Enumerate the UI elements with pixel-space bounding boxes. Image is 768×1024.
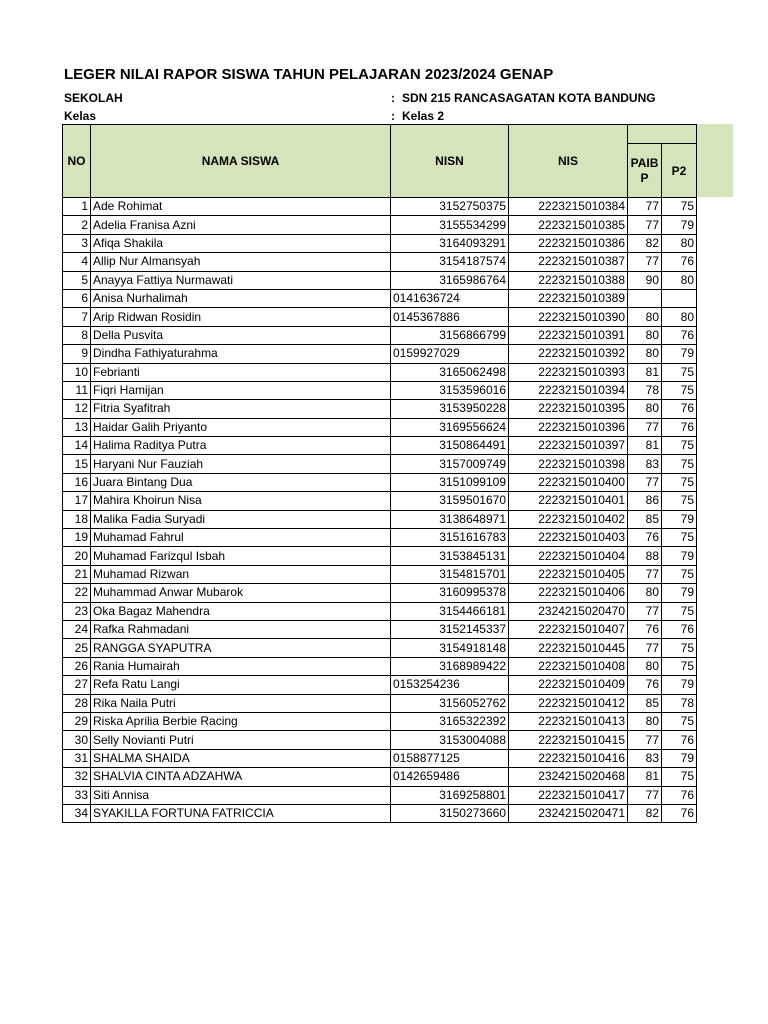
row-nis: 2223215010394	[509, 381, 628, 399]
row-nisn: 3160995378	[391, 584, 509, 602]
row-paibp: 85	[628, 694, 662, 712]
row-nisn: 3165986764	[391, 271, 509, 289]
row-no: 22	[63, 584, 91, 602]
row-p2: 75	[662, 529, 697, 547]
table-row	[63, 455, 697, 473]
table-row	[63, 234, 697, 252]
row-name: Malika Fadia Suryadi	[91, 510, 391, 528]
row-nisn: 0158877125	[391, 749, 509, 767]
row-nis: 2223215010388	[509, 271, 628, 289]
row-p2: 75	[662, 198, 697, 216]
row-no: 34	[63, 804, 91, 822]
row-no: 30	[63, 731, 91, 749]
row-paibp: 90	[628, 271, 662, 289]
row-no: 13	[63, 418, 91, 436]
row-p2: 76	[662, 804, 697, 822]
class-colon: :	[391, 109, 395, 123]
row-p2: 75	[662, 437, 697, 455]
row-nis: 2223215010393	[509, 363, 628, 381]
row-nisn: 3151099109	[391, 473, 509, 491]
row-p2: 75	[662, 639, 697, 657]
table-row	[63, 804, 697, 822]
row-p2: 76	[662, 400, 697, 418]
row-name: Refa Ratu Langi	[91, 676, 391, 694]
row-nis: 2223215010413	[509, 712, 628, 730]
row-paibp: 77	[628, 602, 662, 620]
row-no: 23	[63, 602, 91, 620]
row-nisn: 3154815701	[391, 565, 509, 583]
row-name: SYAKILLA FORTUNA FATRICCIA	[91, 804, 391, 822]
school-colon: :	[391, 91, 395, 105]
row-nis: 2223215010385	[509, 216, 628, 234]
page-title: LEGER NILAI RAPOR SISWA TAHUN PELAJARAN 2023/2024 GENAP	[64, 66, 554, 83]
row-no: 5	[63, 271, 91, 289]
row-no: 28	[63, 694, 91, 712]
table-row	[63, 363, 697, 381]
row-p2: 79	[662, 584, 697, 602]
row-p2: 76	[662, 786, 697, 804]
row-nis: 2223215010404	[509, 547, 628, 565]
school-value: SDN 215 RANCASAGATAN KOTA BANDUNG	[402, 91, 656, 105]
table-row	[63, 786, 697, 804]
table-row	[63, 639, 697, 657]
row-nisn: 3150864491	[391, 437, 509, 455]
row-no: 3	[63, 234, 91, 252]
row-p2: 80	[662, 234, 697, 252]
col-header-subjects	[628, 125, 697, 144]
row-name: Fiqri Hamijan	[91, 381, 391, 399]
row-no: 20	[63, 547, 91, 565]
row-nis: 2223215010402	[509, 510, 628, 528]
row-paibp: 76	[628, 676, 662, 694]
row-no: 4	[63, 253, 91, 271]
table-row	[63, 510, 697, 528]
row-name: Riska Aprilia Berbie Racing	[91, 712, 391, 730]
row-p2: 76	[662, 731, 697, 749]
row-nisn: 3154187574	[391, 253, 509, 271]
table-row	[63, 326, 697, 344]
row-p2: 76	[662, 326, 697, 344]
row-nisn: 3152145337	[391, 620, 509, 638]
row-p2: 79	[662, 676, 697, 694]
row-nisn: 3156866799	[391, 326, 509, 344]
row-name: RANGGA SYAPUTRA	[91, 639, 391, 657]
row-paibp: 80	[628, 345, 662, 363]
row-p2: 79	[662, 510, 697, 528]
row-p2: 79	[662, 547, 697, 565]
row-nisn: 3165062498	[391, 363, 509, 381]
table-row	[63, 418, 697, 436]
table-row	[63, 492, 697, 510]
row-paibp: 81	[628, 768, 662, 786]
row-nisn: 3169556624	[391, 418, 509, 436]
row-p2	[662, 289, 697, 307]
table-row	[63, 308, 697, 326]
row-no: 19	[63, 529, 91, 547]
row-nis: 2223215010403	[509, 529, 628, 547]
row-p2: 75	[662, 565, 697, 583]
table-row	[63, 473, 697, 491]
row-paibp: 77	[628, 786, 662, 804]
row-nis: 2223215010400	[509, 473, 628, 491]
row-nis: 2223215010395	[509, 400, 628, 418]
row-nisn: 3169258801	[391, 786, 509, 804]
table-row	[63, 400, 697, 418]
row-paibp: 77	[628, 565, 662, 583]
row-name: Siti Annisa	[91, 786, 391, 804]
col-header-name: NAMA SISWA	[91, 125, 391, 198]
row-name: Muhamad Farizqul Isbah	[91, 547, 391, 565]
row-paibp: 76	[628, 620, 662, 638]
row-p2: 79	[662, 216, 697, 234]
row-nis: 2324215020468	[509, 768, 628, 786]
row-paibp: 77	[628, 253, 662, 271]
row-no: 14	[63, 437, 91, 455]
row-p2: 79	[662, 749, 697, 767]
row-paibp: 80	[628, 400, 662, 418]
row-name: SHALVIA CINTA ADZAHWA	[91, 768, 391, 786]
table-row	[63, 271, 697, 289]
row-nisn: 3165322392	[391, 712, 509, 730]
row-p2: 75	[662, 363, 697, 381]
row-no: 17	[63, 492, 91, 510]
row-paibp: 81	[628, 363, 662, 381]
row-no: 10	[63, 363, 91, 381]
class-label: Kelas	[64, 109, 97, 123]
row-nis: 2223215010445	[509, 639, 628, 657]
row-name: Anayya Fattiya Nurmawati	[91, 271, 391, 289]
row-no: 16	[63, 473, 91, 491]
row-name: Anisa Nurhalimah	[91, 289, 391, 307]
row-no: 11	[63, 381, 91, 399]
row-paibp: 88	[628, 547, 662, 565]
row-name: Selly Novianti Putri	[91, 731, 391, 749]
row-nis: 2223215010396	[509, 418, 628, 436]
row-paibp: 77	[628, 639, 662, 657]
row-p2: 80	[662, 271, 697, 289]
row-name: Muhammad Anwar Mubarok	[91, 584, 391, 602]
row-name: Adelia Franisa Azni	[91, 216, 391, 234]
row-p2: 75	[662, 602, 697, 620]
row-nis: 2223215010412	[509, 694, 628, 712]
row-p2: 75	[662, 492, 697, 510]
row-name: Febrianti	[91, 363, 391, 381]
row-no: 33	[63, 786, 91, 804]
row-nisn: 0142659486	[391, 768, 509, 786]
row-no: 21	[63, 565, 91, 583]
row-nis: 2223215010391	[509, 326, 628, 344]
col-header-paibp: PAIB P	[628, 144, 662, 198]
row-no: 24	[63, 620, 91, 638]
table-row	[63, 565, 697, 583]
row-paibp: 77	[628, 473, 662, 491]
table-row	[63, 602, 697, 620]
row-p2: 76	[662, 253, 697, 271]
row-name: Rania Humairah	[91, 657, 391, 675]
row-paibp: 76	[628, 529, 662, 547]
table-row	[63, 712, 697, 730]
row-paibp: 77	[628, 418, 662, 436]
row-nis: 2223215010409	[509, 676, 628, 694]
row-no: 27	[63, 676, 91, 694]
row-no: 31	[63, 749, 91, 767]
row-nis: 2223215010406	[509, 584, 628, 602]
table-row	[63, 749, 697, 767]
row-nisn: 3153845131	[391, 547, 509, 565]
row-p2: 75	[662, 657, 697, 675]
table-row	[63, 676, 697, 694]
row-paibp: 83	[628, 455, 662, 473]
row-p2: 75	[662, 381, 697, 399]
row-p2: 75	[662, 768, 697, 786]
row-nis: 2223215010408	[509, 657, 628, 675]
row-nisn: 3150273660	[391, 804, 509, 822]
row-p2: 75	[662, 712, 697, 730]
row-no: 7	[63, 308, 91, 326]
row-name: Ade Rohimat	[91, 198, 391, 216]
row-paibp: 83	[628, 749, 662, 767]
row-name: Afiqa Shakila	[91, 234, 391, 252]
row-p2: 76	[662, 620, 697, 638]
row-paibp	[628, 289, 662, 307]
row-no: 25	[63, 639, 91, 657]
row-name: Della Pusvita	[91, 326, 391, 344]
row-paibp: 78	[628, 381, 662, 399]
col-header-no: NO	[63, 125, 91, 198]
row-paibp: 80	[628, 657, 662, 675]
row-nis: 2223215010401	[509, 492, 628, 510]
table-row	[63, 381, 697, 399]
table-row	[63, 768, 697, 786]
row-nis: 2223215010390	[509, 308, 628, 326]
table-row	[63, 584, 697, 602]
table-row	[63, 529, 697, 547]
table-row	[63, 198, 697, 216]
row-nis: 2223215010392	[509, 345, 628, 363]
row-name: Dindha Fathiyaturahma	[91, 345, 391, 363]
row-nisn: 3168989422	[391, 657, 509, 675]
row-nisn: 3152750375	[391, 198, 509, 216]
table-row	[63, 345, 697, 363]
table-row	[63, 657, 697, 675]
col-header-nisn: NISN	[391, 125, 509, 198]
row-name: Juara Bintang Dua	[91, 473, 391, 491]
row-nis: 2223215010405	[509, 565, 628, 583]
row-nisn: 3138648971	[391, 510, 509, 528]
row-nisn: 3164093291	[391, 234, 509, 252]
row-name: SHALMA SHAIDA	[91, 749, 391, 767]
row-paibp: 77	[628, 731, 662, 749]
row-paibp: 77	[628, 198, 662, 216]
row-nis: 2223215010417	[509, 786, 628, 804]
row-nisn: 3153004088	[391, 731, 509, 749]
row-nis: 2223215010398	[509, 455, 628, 473]
row-nisn: 3157009749	[391, 455, 509, 473]
row-nis: 2223215010386	[509, 234, 628, 252]
row-name: Haidar Galih Priyanto	[91, 418, 391, 436]
row-paibp: 81	[628, 437, 662, 455]
row-nis: 2223215010415	[509, 731, 628, 749]
row-nis: 2223215010384	[509, 198, 628, 216]
row-nis: 2223215010416	[509, 749, 628, 767]
col-header-p2: P2	[662, 144, 697, 198]
row-p2: 76	[662, 418, 697, 436]
row-nis: 2324215020470	[509, 602, 628, 620]
row-paibp: 80	[628, 326, 662, 344]
row-no: 9	[63, 345, 91, 363]
col-header-nis: NIS	[509, 125, 628, 198]
row-nisn: 3151616783	[391, 529, 509, 547]
row-p2: 80	[662, 308, 697, 326]
row-nisn: 3154466181	[391, 602, 509, 620]
table-row	[63, 694, 697, 712]
school-label: SEKOLAH	[64, 91, 123, 105]
row-no: 8	[63, 326, 91, 344]
row-name: Haryani Nur Fauziah	[91, 455, 391, 473]
row-paibp: 80	[628, 712, 662, 730]
row-name: Fitria Syafitrah	[91, 400, 391, 418]
row-no: 18	[63, 510, 91, 528]
row-paibp: 80	[628, 308, 662, 326]
row-name: Rika Naila Putri	[91, 694, 391, 712]
row-no: 2	[63, 216, 91, 234]
row-name: Muhamad Rizwan	[91, 565, 391, 583]
row-name: Halima Raditya Putra	[91, 437, 391, 455]
row-nis: 2223215010397	[509, 437, 628, 455]
row-nisn: 3156052762	[391, 694, 509, 712]
row-paibp: 82	[628, 804, 662, 822]
row-no: 29	[63, 712, 91, 730]
row-nisn: 0153254236	[391, 676, 509, 694]
row-nisn: 3159501670	[391, 492, 509, 510]
row-nis: 2223215010407	[509, 620, 628, 638]
table-body	[63, 198, 697, 823]
row-p2: 79	[662, 345, 697, 363]
row-name: Muhamad Fahrul	[91, 529, 391, 547]
row-name: Rafka Rahmadani	[91, 620, 391, 638]
table-row	[63, 620, 697, 638]
row-no: 26	[63, 657, 91, 675]
row-nisn: 3155534299	[391, 216, 509, 234]
class-value: Kelas 2	[402, 109, 445, 123]
table-row	[63, 731, 697, 749]
table-row	[63, 437, 697, 455]
row-nisn: 3153950228	[391, 400, 509, 418]
row-paibp: 85	[628, 510, 662, 528]
grades-table	[62, 124, 697, 823]
table-row	[63, 289, 697, 307]
row-p2: 75	[662, 473, 697, 491]
row-paibp: 82	[628, 234, 662, 252]
row-name: Allip Nur Almansyah	[91, 253, 391, 271]
row-name: Oka Bagaz Mahendra	[91, 602, 391, 620]
row-no: 32	[63, 768, 91, 786]
table-row	[63, 253, 697, 271]
row-nisn: 3154918148	[391, 639, 509, 657]
row-p2: 75	[662, 455, 697, 473]
row-nis: 2223215010387	[509, 253, 628, 271]
row-nisn: 0141636724	[391, 289, 509, 307]
table-row	[63, 216, 697, 234]
row-paibp: 86	[628, 492, 662, 510]
row-nisn: 0145367886	[391, 308, 509, 326]
row-nis: 2324215020471	[509, 804, 628, 822]
row-paibp: 80	[628, 584, 662, 602]
row-no: 12	[63, 400, 91, 418]
row-nisn: 3153596016	[391, 381, 509, 399]
row-no: 6	[63, 289, 91, 307]
row-name: Arip Ridwan Rosidin	[91, 308, 391, 326]
row-no: 1	[63, 198, 91, 216]
row-p2: 78	[662, 694, 697, 712]
table-row	[63, 547, 697, 565]
row-no: 15	[63, 455, 91, 473]
row-nisn: 0159927029	[391, 345, 509, 363]
row-paibp: 77	[628, 216, 662, 234]
row-name: Mahira Khoirun Nisa	[91, 492, 391, 510]
row-nis: 2223215010389	[509, 289, 628, 307]
